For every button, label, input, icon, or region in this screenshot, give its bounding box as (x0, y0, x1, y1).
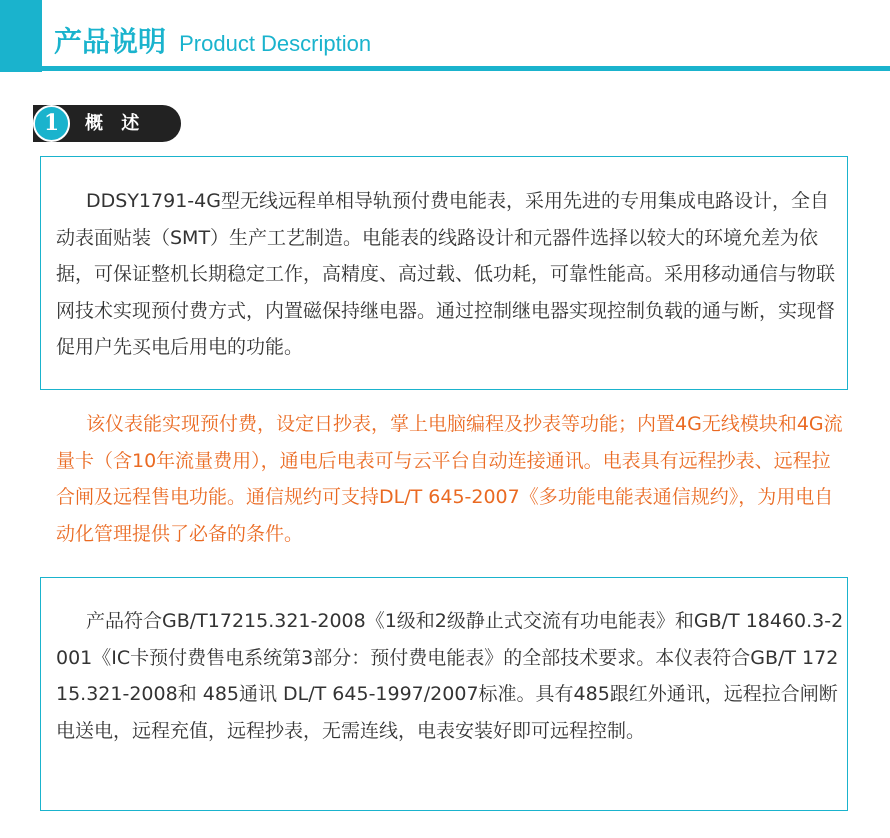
section-title: 概 述 (85, 113, 146, 134)
features-paragraph: 该仪表能实现预付费，设定日抄表，掌上电脑编程及抄表等功能；内置4G无线模块和4G流量卡（含10年流量费用），通电后电表可与云平台自动连接通讯。电表具有远程抄表、远程拉合闸及远程售电功能。通信规约可支持DL/T 645-2007《多功能电能表通信规约》，为用电自动化管理提供了必备的条件。 (56, 413, 843, 545)
page-header (0, 0, 890, 72)
section-number: 1 (33, 105, 70, 142)
page-title-chinese: 产品说明 (54, 25, 167, 58)
standards-paragraph: 产品符合GB/T17215.321-2008《1级和2级静止式交流有功电能表》和GB/T 18460.3-2001《IC卡预付费售电系统第3部分：预付费电能表》的全部技术要求。本仪表符合GB/T 17215.321-2008和 485通讯 DL/T 645-1997/2007标准。具有485跟红外通讯，远程拉合闸断电送电，远程充值，远程抄表，无需连线，电表安装好即可远程控制。 (56, 610, 844, 742)
overview-paragraph: DDSY1791-4G型无线远程单相导轨预付费电能表，采用先进的专用集成电路设计，全自动表面贴装（SMT）生产工艺制造。电能表的线路设计和元器件选择以较大的环境允差为依据，可保证整机长期稳定工作，高精度、高过载、低功耗，可靠性能高。采用移动通信与物联网技术实现预付费方式，内置磁保持继电器。通过控制继电器实现控制负载的通与断，实现督促用户先买电后用电的功能。 (56, 190, 836, 358)
section-badge (33, 105, 181, 142)
header-underline (42, 66, 890, 71)
page-title (54, 20, 371, 60)
page-title-english: Product Description (179, 31, 372, 56)
header-accent-bar (0, 0, 42, 72)
